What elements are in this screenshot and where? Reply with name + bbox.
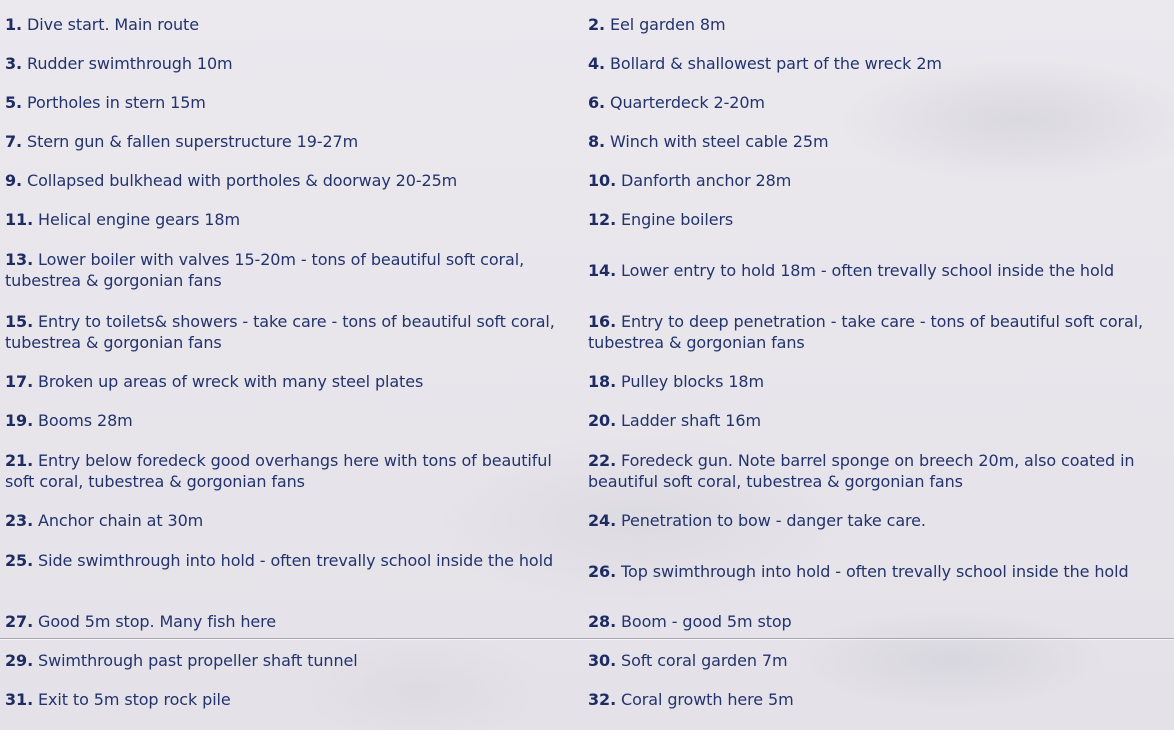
list-item xyxy=(5,249,565,291)
list-item xyxy=(588,260,1172,281)
item-text: Swimthrough past propeller shaft tunnel xyxy=(38,651,358,670)
item-text: Entry to deep penetration - take care - tons of beautiful soft coral, tubestrea & gorgonian fans xyxy=(588,312,1144,352)
item-number: 32. xyxy=(588,690,617,709)
list-item xyxy=(5,611,565,632)
item-text: Portholes in stern 15m xyxy=(27,93,206,112)
item-number: 24. xyxy=(588,511,617,530)
item-number: 15. xyxy=(5,312,34,331)
list-item xyxy=(588,170,1172,191)
item-text: Rudder swimthrough 10m xyxy=(27,54,233,73)
item-text: Foredeck gun. Note barrel sponge on breech 20m, also coated in beautiful soft coral, tubestrea & gorgonian fans xyxy=(588,451,1135,491)
item-number: 29. xyxy=(5,651,34,670)
item-text: Ladder shaft 16m xyxy=(621,411,761,430)
item-number: 17. xyxy=(5,372,34,391)
item-number: 22. xyxy=(588,451,617,470)
item-number: 28. xyxy=(588,612,617,631)
list-item xyxy=(588,510,1172,531)
item-number: 20. xyxy=(588,411,617,430)
list-item xyxy=(588,92,1172,113)
item-text: Helical engine gears 18m xyxy=(38,210,240,229)
item-text: Penetration to bow - danger take care. xyxy=(621,511,926,530)
item-number: 30. xyxy=(588,651,617,670)
item-number: 27. xyxy=(5,612,34,631)
list-item xyxy=(588,650,1172,671)
item-number: 12. xyxy=(588,210,617,229)
list-item xyxy=(5,450,565,492)
item-number: 18. xyxy=(588,372,617,391)
list-item xyxy=(5,14,565,35)
item-number: 6. xyxy=(588,93,606,112)
item-text: Entry below foredeck good overhangs here with tons of beautiful soft coral, tubestrea & gorgonian fans xyxy=(5,451,552,491)
list-item xyxy=(588,371,1172,392)
item-number: 11. xyxy=(5,210,34,229)
item-text: Stern gun & fallen superstructure 19-27m xyxy=(27,132,359,151)
item-text: Soft coral garden 7m xyxy=(621,651,788,670)
item-text: Entry to toilets& showers - take care - tons of beautiful soft coral, tubestrea & gorgonian fans xyxy=(5,312,555,352)
item-text: Top swimthrough into hold - often trevally school inside the hold xyxy=(621,562,1129,581)
item-number: 5. xyxy=(5,93,23,112)
item-text: Collapsed bulkhead with portholes & doorway 20-25m xyxy=(27,171,458,190)
paper-fold-line xyxy=(0,638,1174,639)
item-text: Lower entry to hold 18m - often trevally school inside the hold xyxy=(621,261,1115,280)
item-text: Booms 28m xyxy=(38,411,133,430)
item-text: Bollard & shallowest part of the wreck 2m xyxy=(610,54,942,73)
item-number: 8. xyxy=(588,132,606,151)
item-text: Exit to 5m stop rock pile xyxy=(38,690,231,709)
list-item xyxy=(5,510,565,531)
item-number: 10. xyxy=(588,171,617,190)
item-text: Quarterdeck 2-20m xyxy=(610,93,765,112)
item-number: 4. xyxy=(588,54,606,73)
list-item xyxy=(5,311,565,353)
list-item xyxy=(5,209,565,230)
item-number: 16. xyxy=(588,312,617,331)
item-number: 19. xyxy=(5,411,34,430)
list-item xyxy=(588,611,1172,632)
item-text: Winch with steel cable 25m xyxy=(610,132,829,151)
list-item xyxy=(5,650,565,671)
item-text: Good 5m stop. Many fish here xyxy=(38,612,277,631)
item-text: Engine boilers xyxy=(621,210,734,229)
item-number: 13. xyxy=(5,250,34,269)
item-number: 3. xyxy=(5,54,23,73)
list-item xyxy=(5,410,565,431)
item-text: Danforth anchor 28m xyxy=(621,171,792,190)
item-number: 26. xyxy=(588,562,617,581)
list-item xyxy=(588,209,1172,230)
item-text: Dive start. Main route xyxy=(27,15,199,34)
list-item xyxy=(588,689,1172,710)
list-item xyxy=(5,689,565,710)
list-item xyxy=(588,53,1172,74)
list-item xyxy=(5,170,565,191)
item-number: 9. xyxy=(5,171,23,190)
item-text: Side swimthrough into hold - often trevally school inside the hold xyxy=(38,551,554,570)
item-text: Pulley blocks 18m xyxy=(621,372,764,391)
item-number: 2. xyxy=(588,15,606,34)
list-item xyxy=(588,14,1172,35)
list-item xyxy=(588,311,1172,353)
item-number: 1. xyxy=(5,15,23,34)
item-number: 14. xyxy=(588,261,617,280)
item-text: Boom - good 5m stop xyxy=(621,612,792,631)
list-item xyxy=(588,561,1172,582)
item-number: 25. xyxy=(5,551,34,570)
list-item xyxy=(588,410,1172,431)
list-item xyxy=(5,53,565,74)
list-item xyxy=(5,92,565,113)
list-item xyxy=(5,550,565,571)
list-item xyxy=(5,131,565,152)
item-text: Broken up areas of wreck with many steel plates xyxy=(38,372,424,391)
item-number: 31. xyxy=(5,690,34,709)
list-item xyxy=(5,371,565,392)
item-number: 23. xyxy=(5,511,34,530)
item-text: Coral growth here 5m xyxy=(621,690,794,709)
item-number: 7. xyxy=(5,132,23,151)
item-text: Lower boiler with valves 15-20m - tons of beautiful soft coral, tubestrea & gorgonian fans xyxy=(5,250,525,290)
item-text: Anchor chain at 30m xyxy=(38,511,204,530)
item-number: 21. xyxy=(5,451,34,470)
item-text: Eel garden 8m xyxy=(610,15,726,34)
list-item xyxy=(588,131,1172,152)
list-item xyxy=(588,450,1172,492)
